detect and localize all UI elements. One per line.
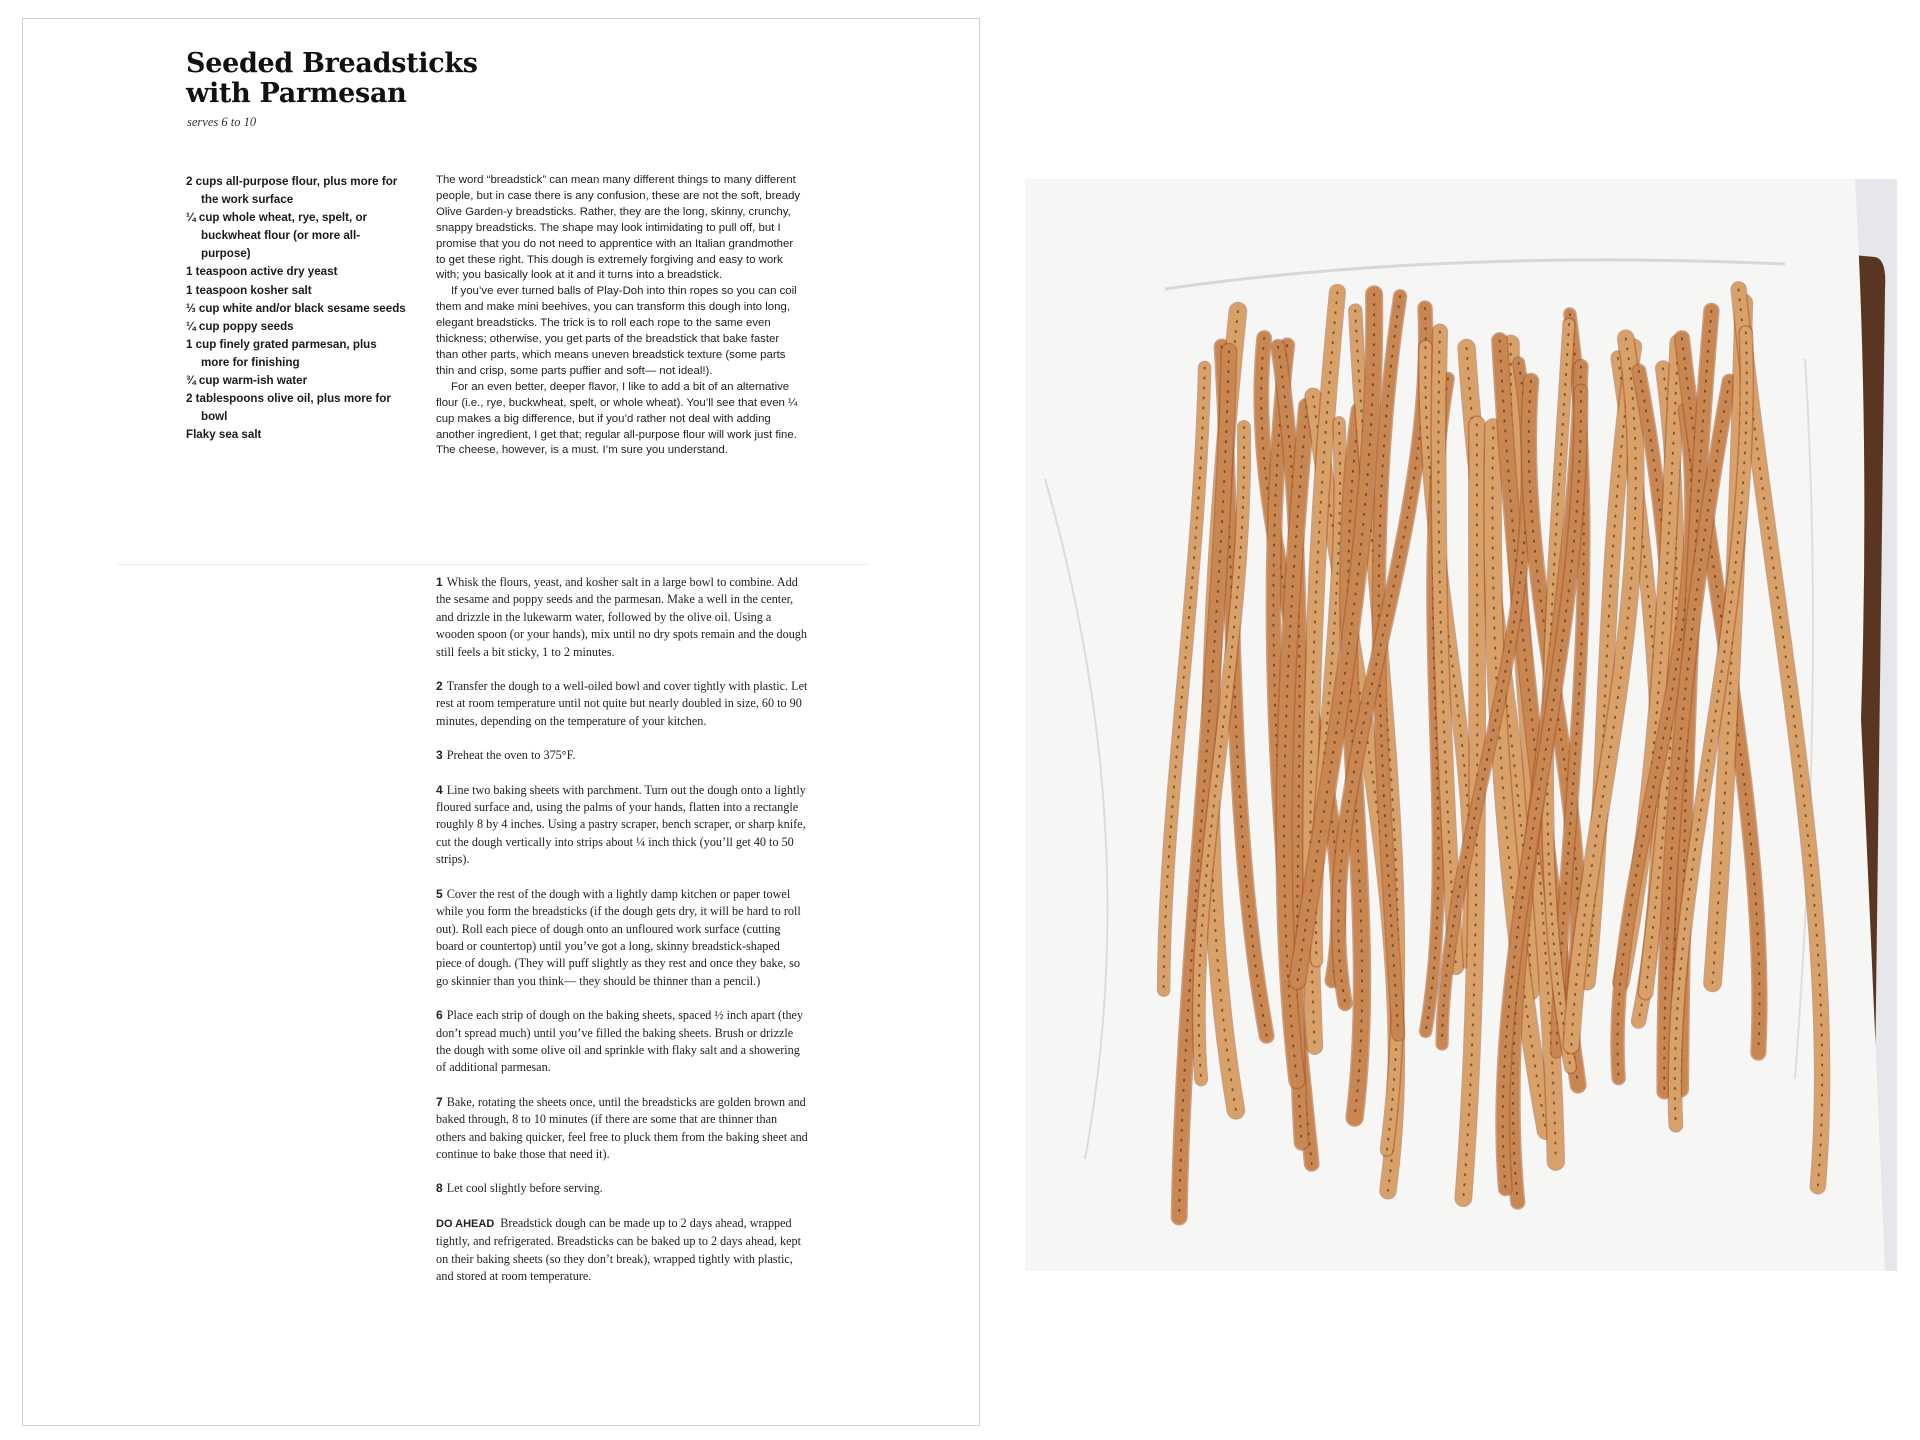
method-step bbox=[436, 782, 808, 869]
step-text: Place each strip of dough on the baking sheets, spaced ½ inch apart (they don’t spread much) until you’ve filled the baking sheets. Brush or drizzle the dough with some olive oil and sprinkle with flaky salt and a showering of additional parmesan. bbox=[436, 1008, 804, 1075]
method-step bbox=[436, 678, 808, 730]
step-number: 4 bbox=[436, 782, 443, 797]
method-step bbox=[436, 747, 808, 764]
method-step bbox=[436, 1007, 808, 1077]
step-text: Let cool slightly before serving. bbox=[446, 1181, 603, 1196]
step-text: Whisk the flours, yeast, and kosher salt in a large bowl to combine. Add the sesame and poppy seeds and the parmesan. Make a well in the center, and drizzle in the lukewarm water, followed by the olive oil. Using a wooden spoon (or your hands), mix until no dry spots remain and the dough still feels a bit sticky, 1 to 2 minutes. bbox=[436, 575, 807, 659]
ingredient-item: ¼ cup poppy seeds bbox=[186, 319, 294, 333]
ingredient-list bbox=[186, 173, 408, 444]
recipe-intro bbox=[436, 173, 804, 459]
breadsticks-photo bbox=[1025, 179, 1897, 1271]
step-text: Cover the rest of the dough with a lightly damp kitchen or paper towel while you form the breadsticks (if the dough gets dry, it will be hard to roll out). Roll each piece of dough onto an unfloured work surface (cutting board or countertop) until you’ve got a long, skinny breadstick-shaped piece of dough. (They will puff slightly as they rest and once they bake, so go skinnier than you think— they should be thinner than a pencil.) bbox=[436, 886, 801, 988]
do-ahead-label: DO AHEAD bbox=[436, 1217, 495, 1230]
method-step bbox=[436, 886, 808, 990]
section-divider bbox=[118, 564, 868, 565]
intro-paragraph: If you’ve ever turned balls of Play-Doh into thin ropes so you can coil them and make mini beehives, you can transform this dough into long, elegant breadsticks. The trick is to roll each rope to the same even thickness; otherwise, you get parts of the breadstick that bake faster than other parts, which means uneven breadstick texture (some parts thin and crisp, some parts puffier and soft— not ideal!). bbox=[436, 285, 797, 377]
serves-note: serves 6 to 10 bbox=[187, 115, 257, 129]
ingredient-item: ⅓ cup white and/or black sesame seeds bbox=[186, 301, 406, 315]
do-ahead-text: Breadstick dough can be made up to 2 days ahead, wrapped tightly, and refrigerated. Breadsticks can be baked up to 2 days ahead, kept on their baking sheets (so they don’t break), wrapped tightly with plastic, and stored at room temperature. bbox=[436, 1215, 802, 1283]
recipe-title-line2: with Parmesan bbox=[186, 78, 407, 109]
step-number: 3 bbox=[436, 748, 443, 763]
ingredient-item: 1 cup finely grated parmesan, plus more for finishing bbox=[186, 337, 377, 369]
recipe-title bbox=[186, 49, 478, 109]
ingredient-item: 1 teaspoon active dry yeast bbox=[186, 265, 338, 279]
step-number: 6 bbox=[436, 1008, 443, 1023]
method-steps bbox=[436, 574, 808, 1302]
step-text: Preheat the oven to 375°F. bbox=[446, 748, 576, 763]
ingredient-item: ¾ cup warm-ish water bbox=[186, 374, 308, 388]
step-number: 8 bbox=[436, 1181, 443, 1196]
step-text: Line two baking sheets with parchment. Turn out the dough onto a lightly floured surface and, using the palms of your hands, flatten into a rectangle roughly 8 by 4 inches. Using a pastry scraper, bench scraper, or sharp knife, cut the dough vertically into strips about ¼ inch thick (you’ll get 40 to 50 strips). bbox=[436, 782, 806, 867]
step-text: Transfer the dough to a well-oiled bowl and cover tightly with plastic. Let rest at room temperature until not quite but nearly doubled in size, 60 to 90 minutes, depending on the temperature of your kitchen. bbox=[436, 679, 808, 728]
method-step bbox=[436, 574, 808, 661]
intro-paragraph: The word “breadstick” can mean many different things to many different people, but in case there is any confusion, these are not the soft, bready Olive Garden-y breadsticks. Rather, they are the long, skinny, crunchy, snappy breadsticks. The shape may look intimidating to pull off, but I promise that you do not need to apprentice with an Italian grandmother to get these right. This dough is extremely forgiving and easy to work with; you basically look at it and it turns into a breadstick. bbox=[436, 174, 801, 282]
intro-paragraph: For an even better, deeper flavor, I like to add a bit of an alternative flour (i.e., rye, buckwheat, spelt, or whole wheat). You’ll see that even ¼ cup makes a big difference, but if you’d rather not deal with adding another ingredient, I get that; regular all-purpose flour will work just fine. The cheese, however, is a must. I’m sure you understand. bbox=[436, 380, 798, 457]
recipe-page bbox=[22, 18, 980, 1426]
step-number: 7 bbox=[436, 1094, 443, 1109]
ingredient-item: 1 teaspoon kosher salt bbox=[186, 283, 312, 297]
ingredient-item: 2 tablespoons olive oil, plus more for bowl bbox=[186, 392, 391, 424]
breadsticks-illustration bbox=[1025, 179, 1897, 1271]
ingredient-item: ¼ cup whole wheat, rye, spelt, or buckwheat flour (or more all-purpose) bbox=[186, 211, 368, 261]
step-number: 5 bbox=[436, 886, 443, 901]
method-step bbox=[436, 1180, 808, 1197]
step-number: 1 bbox=[436, 575, 443, 589]
step-text: Bake, rotating the sheets once, until the breadsticks are golden brown and baked through, 8 to 10 minutes (if there are some that are thinner than others and baking quicker, feel free to pluck them from the baking sheet and continue to bake those that need it). bbox=[436, 1094, 808, 1161]
ingredient-item: Flaky sea salt bbox=[186, 428, 262, 442]
do-ahead-note bbox=[436, 1215, 808, 1286]
step-number: 2 bbox=[436, 679, 443, 694]
recipe-title-line1: Seeded Breadsticks bbox=[186, 48, 478, 79]
method-step bbox=[436, 1094, 808, 1164]
ingredient-item: 2 cups all-purpose flour, plus more for the work surface bbox=[186, 175, 398, 207]
